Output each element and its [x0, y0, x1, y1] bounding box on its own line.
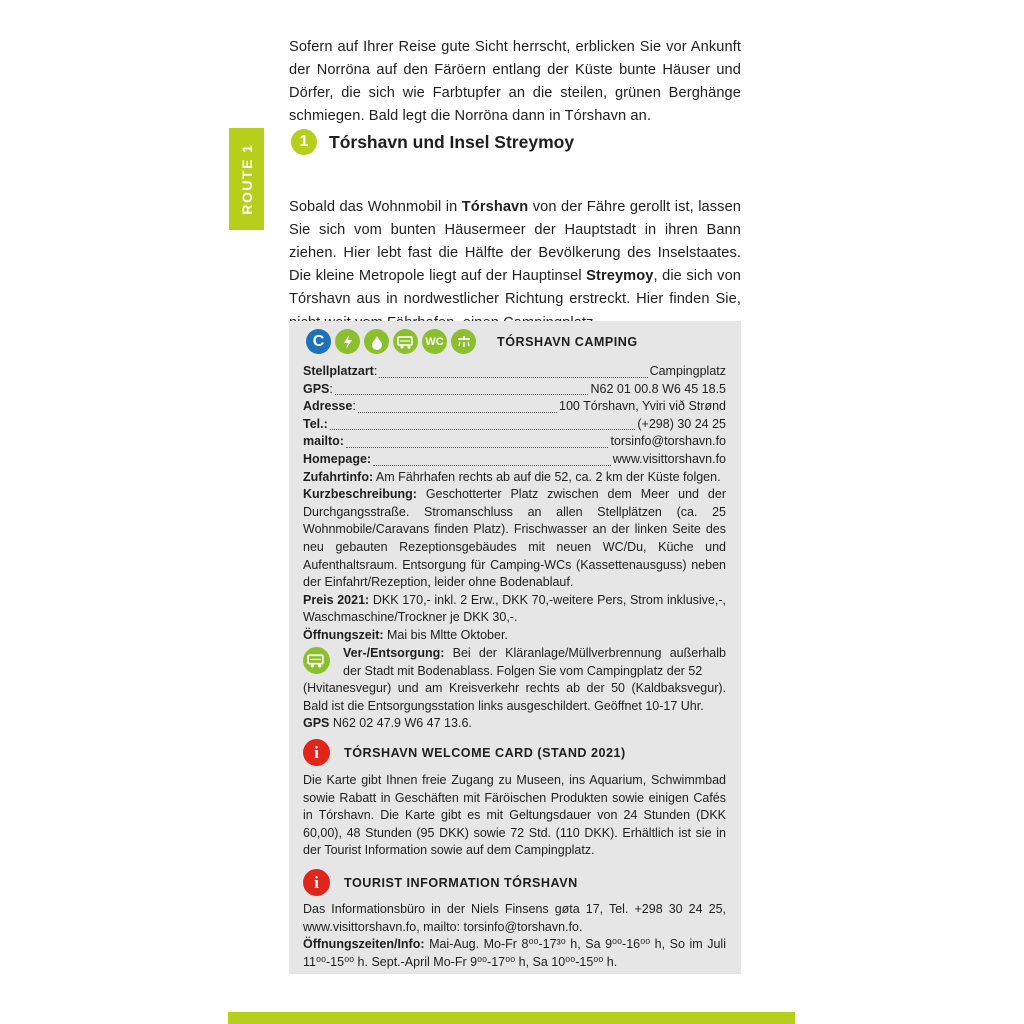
detail-row: Adresse : 100 Tórshavn, Yviri við Strønd: [303, 399, 726, 414]
tourist-info-heading: [303, 869, 578, 896]
info-icon: i: [303, 739, 330, 766]
short-description: Kurzbeschreibung: Geschotterter Platz zwischen dem Meer und der Durchgangsstraße. Stromanschluss an allen Stellplätzen (ca. 25 Wohnmobile/Caravans finden Platz). Frischwasser an der linken Seite des neu gebauten Rezeptionsgebäudes mit neuen WC/Du, Küche und Aufenthaltsraum. Entsorgung für Camping-WCs (Kassettenausguss) neben der Einfahrt/Rezeption, leider ohne Bodenablauf.: [303, 487, 726, 590]
welcome-card-text: Die Karte gibt Ihnen freie Zugang zu Museen, ins Aquarium, Schwimmbad sowie Rabatt in Geschäften mit Färöischen Produkten sowie einigen Cafés in Tórshavn. Die Karte gibt es mit Geltungsdauer von 24 Stunden (DKK 60,00), 48 Stunden (95 DKK) sowie 72 Std. (110 DKK). Erhältlich ist sie in der Tourist Information sowie auf dem Campingplatz.: [303, 773, 726, 858]
section-heading: [291, 129, 574, 155]
opening-time: Öffnungszeit: Mai bis Mltte Oktober.: [303, 627, 508, 642]
tourist-info-title: TOURIST INFORMATION TÓRSHAVN: [344, 875, 578, 890]
price-info: Preis 2021: DKK 170,- inkl. 2 Erw., DKK 70,-weitere Pers, Strom inklusive,-, Waschmaschine/Trockner je DKK 30,-.: [303, 592, 726, 625]
lead-paragraph: Sobald das Wohnmobil in Tórshavn von der Fähre gerollt ist, lassen Sie sich vom bunten Häusermeer der Hauptstadt in ihren Bann ziehen. Hier lebt fast die Hälfte der Bevölkerung des Inselstaates. Die kleine Metropole liegt auf der Hauptinsel Streymoy, die sich von Tórshavn aus in nordwestlicher Richtung erstreckt. Hier finden Sie,: [289, 198, 742, 308]
detail-row: mailto: torsinfo@torshavn.fo: [303, 434, 726, 449]
footer-bar: [228, 1012, 795, 1024]
wc-icon: WC: [422, 329, 447, 354]
shower-icon: [451, 329, 476, 354]
water-icon: [364, 329, 389, 354]
disposal-gps: GPS N62 02 47.9 W6 47 13.6.: [303, 716, 472, 731]
info-icon: i: [303, 869, 330, 896]
welcome-card-heading: [303, 739, 626, 766]
disposal-station-icon: [393, 329, 418, 354]
camping-info-box: [289, 321, 741, 974]
electricity-icon: [335, 329, 360, 354]
disposal-station-icon: [303, 647, 330, 674]
detail-row: Homepage: www.visittorshavn.fo: [303, 451, 726, 466]
tourist-info-text: Das Informationsbüro in der Niels Finsens gøta 17, Tel. +298 30 24 25, www.visittorshavn.fo, mailto: torsinfo@torshavn.fo. Öffnungszeiten/Info: Mai-Aug. Mo-Fr 8⁰⁰-17³⁰ h, Sa 9⁰⁰-16⁰⁰ h, So im Juli 11⁰⁰-15⁰⁰ h. Sept.-April Mo-Fr 9⁰⁰-17⁰⁰ h, Sa 10⁰⁰-15⁰⁰ h.: [303, 902, 726, 969]
intro-paragraph: Sofern auf Ihrer Reise gute Sicht herrscht, erblicken Sie vor Ankunft der Norröna auf den Färöern entlang der Küste bunte Häuser und Dörfer, die sich wie Farbtupfer an die steilen, grünen Berghänge schmiegen. Bald legt die Norröna dann in Tórshavn an.: [289, 38, 741, 125]
access-info: Zufahrtinfo: Am Fährhafen rechts ab auf die 52, ca. 2 km der Küste folgen.: [303, 469, 721, 484]
section-number: 1: [291, 129, 317, 155]
detail-row: Stellplatzart : Campingplatz: [303, 364, 726, 378]
route-tab-label: ROUTE 1: [238, 143, 255, 215]
amenity-icons: [306, 329, 480, 354]
camping-details: [303, 363, 726, 645]
camping-title: TÓRSHAVN CAMPING: [497, 335, 638, 349]
detail-row: GPS : N62 01 00.8 W6 45 18.5: [303, 381, 726, 396]
welcome-card-title: TÓRSHAVN WELCOME CARD (STAND 2021): [344, 745, 626, 760]
disposal-info: Ver-/Entsorgung: Bei der Kläranlage/Müllverbrennung außerhalb der Stadt mit Bodenablass. Folgen Sie vom Campingplatz der 52 (Hvitanesvegur) und am Kreisverkehr rechts ab der 50 (Kaldbaksvegur). Bald ist die Entsorgungsstation links ausgeschildert. Geöffnet 10-17 Uhr. GPS N62 02 47.9 W6 47 13.6.: [303, 645, 726, 733]
detail-row: Tel.: (+298) 30 24 25: [303, 416, 726, 431]
section-title: Tórshavn und Insel Streymoy: [329, 131, 575, 152]
route-tab: [229, 128, 264, 230]
camping-c-icon: C: [306, 329, 331, 354]
